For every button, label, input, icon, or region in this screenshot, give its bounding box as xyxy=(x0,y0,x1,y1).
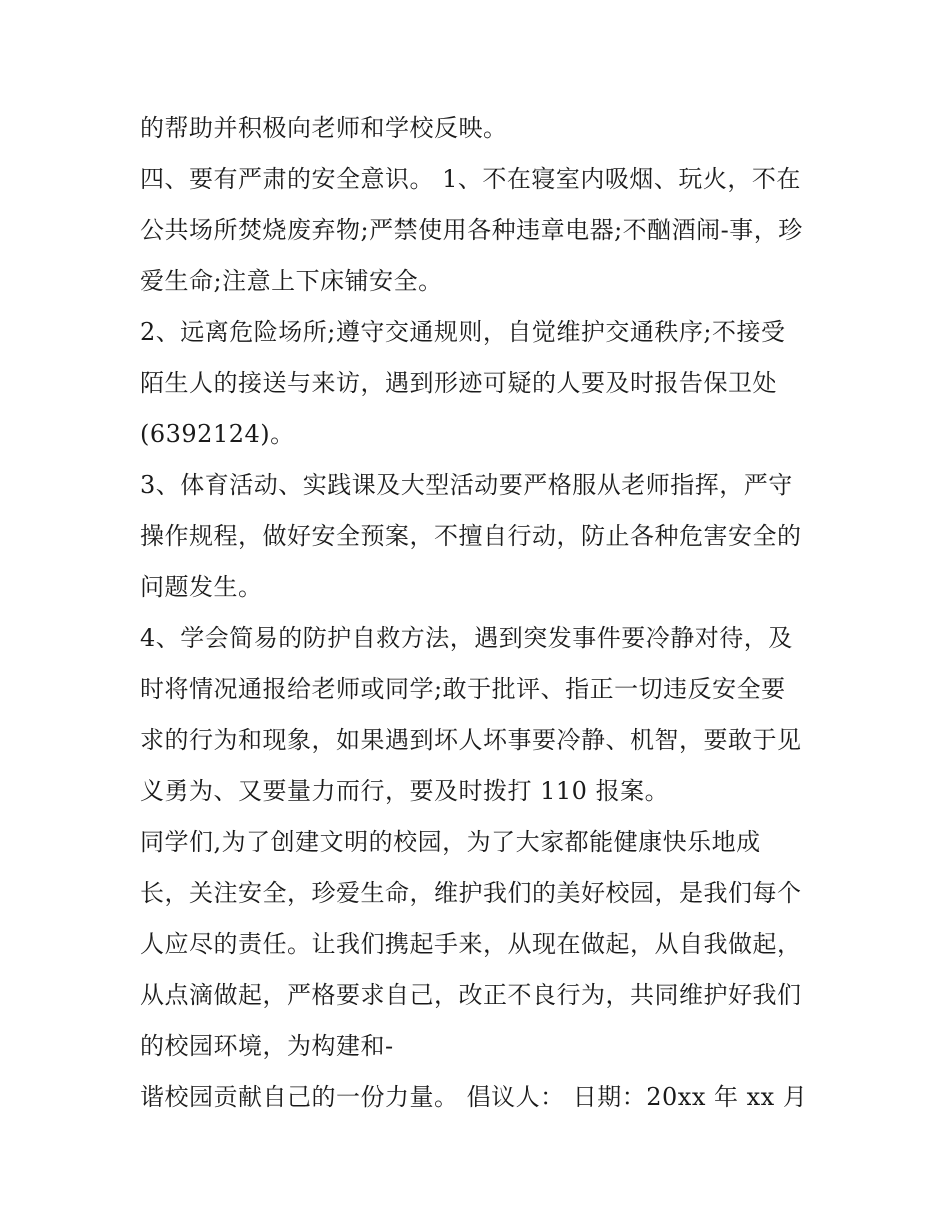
text-line: 爱生命;注意上下床铺安全。 xyxy=(140,267,443,295)
text-line: 3、体育活动、实践课及大型活动要严格服从老师指挥，严守 xyxy=(140,471,793,499)
text-line: 谐校园贡献自己的一份力量。 倡议人： 日期：20xx 年 xx 月 xyxy=(140,1083,808,1111)
text-line: 2、远离危险场所;遵守交通规则，自觉维护交通秩序;不接受 xyxy=(140,318,786,346)
text-line: 人应尽的责任。让我们携起手来，从现在做起，从自我做起， xyxy=(140,930,802,958)
text-line: 陌生人的接送与来访，遇到形迹可疑的人要及时报告保卫处 xyxy=(140,369,777,397)
document-body xyxy=(140,103,830,1123)
text-line: 公共场所焚烧废弃物;严禁使用各种违章电器;不酗酒闹-事，珍 xyxy=(140,216,803,244)
text-line: 操作规程，做好安全预案，不擅自行动，防止各种危害安全的 xyxy=(140,522,802,550)
text-line: 从点滴做起，严格要求自己，改正不良行为，共同维护好我们 xyxy=(140,981,802,1009)
text-line: 求的行为和现象，如果遇到坏人坏事要冷静、机智，要敢于见 xyxy=(140,726,802,754)
text-line: 4、学会简易的防护自救方法，遇到突发事件要冷静对待，及 xyxy=(140,624,793,652)
text-line: 同学们,为了创建文明的校园，为了大家都能健康快乐地成 xyxy=(140,828,761,856)
text-line: (6392124)。 xyxy=(140,420,295,448)
text-line: 四、要有严肃的安全意识。 1、不在寝室内吸烟、玩火，不在 xyxy=(140,165,801,193)
text-line: 长，关注安全，珍爱生命，维护我们的美好校园，是我们每个 xyxy=(140,879,802,907)
text-line: 问题发生。 xyxy=(140,573,263,601)
text-line: 时将情况通报给老师或同学;敢于批评、指正一切违反安全要 xyxy=(140,675,786,703)
text-line: 义勇为、又要量力而行，要及时拨打 110 报案。 xyxy=(140,777,670,805)
text-line: 的校园环境，为构建和- xyxy=(140,1032,394,1060)
text-line: 的帮助并积极向老师和学校反映。 xyxy=(140,114,508,142)
